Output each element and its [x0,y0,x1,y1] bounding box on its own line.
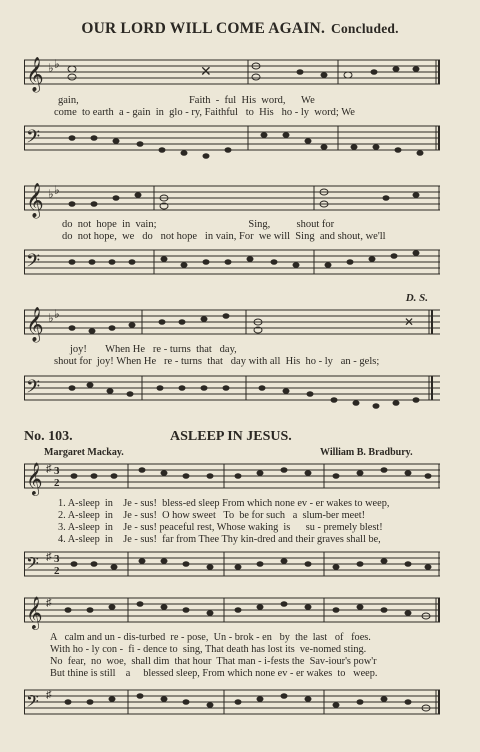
hymn-composer: William B. Bradbury. [320,447,413,458]
svg-text:𝄞: 𝄞 [26,464,43,495]
treble-staff-2 [24,178,440,222]
treble-staff-5 [24,592,440,632]
lyric-line: do not hope, we do not hope in vain, For we will Sing and shout, we'll [62,231,386,242]
hymn-title-concluded [0,20,480,38]
verse-3-line-2: No fear, no woe, shall dim that hour That man - i-fests the Sav-iour's pow'r [50,656,377,667]
svg-text:✕: ✕ [404,315,415,329]
bass-staff-1 [24,118,440,170]
svg-text:2: 2 [54,565,60,577]
svg-text:𝄞: 𝄞 [26,308,44,341]
svg-text:✕: ✕ [200,65,212,80]
svg-text:♯: ♯ [46,551,52,563]
svg-text:2: 2 [54,477,60,489]
svg-text:𝄢: 𝄢 [26,693,39,715]
svg-text:𝄞: 𝄞 [26,598,43,629]
bass-staff-3 [24,368,440,420]
verse-3-line-1: 3. A-sleep in Je - sus! peaceful rest, Whose waking is su - premely blest! [58,522,383,533]
svg-text:♭: ♭ [54,183,60,197]
hymn-title: ASLEEP IN JESUS. [170,429,292,444]
verse-4-line-1: 4. A-sleep in Je - sus! far from Thee Thy kin-dred and their graves shall be, [58,534,381,545]
verse-2-line-2: With ho - ly con - fi - dence to sing, That death has lost its ve-nomed sting. [50,644,367,655]
svg-text:𝄢: 𝄢 [26,376,41,401]
hymn-author: Margaret Mackay. [44,447,124,458]
svg-text:♯: ♯ [46,689,52,701]
verse-4-line-2: But thine is still a blessed sleep, From which none ev - er wakes to weep. [50,668,378,679]
svg-text:♭: ♭ [48,187,54,201]
svg-text:3: 3 [54,553,60,565]
svg-text:♯: ♯ [46,597,52,609]
bass-staff-2 [24,242,440,286]
lyric-line: come to earth a - gain in glo - ry, Faithful to His ho - ly word; We [54,107,355,118]
lyric-line: joy! When He re - turns that day, [70,344,237,355]
hymn-subtitle: Concluded. [331,21,399,36]
svg-text:♭: ♭ [54,307,60,321]
svg-text:♭: ♭ [48,311,54,325]
hymn-number: No. 103. [24,429,73,444]
bass-staff-4 [24,548,440,584]
svg-text:3: 3 [54,465,60,477]
lyric-line: shout for joy! When He re - turns that day with all His ho - ly an - gels; [54,356,380,367]
svg-text:♭: ♭ [54,57,60,71]
lyric-line: gain, Faith - ful His word, We [58,95,315,106]
treble-staff-1 [24,50,440,98]
verse-1-line-2: A calm and un - dis-turbed re - pose, Un - brok - en by the last of foes. [50,632,371,643]
svg-text:♯: ♯ [46,463,52,475]
svg-text:𝄞: 𝄞 [26,184,44,217]
dal-segno-mark: D. S. [405,292,428,304]
bass-staff-5 [24,684,440,724]
treble-staff-4 [24,458,440,498]
treble-staff-3 [24,302,440,346]
svg-text:𝄞: 𝄞 [26,58,44,91]
lyric-line: do not hope in vain; Sing, shout for [62,219,335,230]
verse-2-line-1: 2. A-sleep in Je - sus! O how sweet To be for such a slum-ber meet! [58,510,366,521]
svg-text:𝄢: 𝄢 [26,250,41,275]
svg-text:𝄢: 𝄢 [26,126,41,151]
svg-text:♭: ♭ [48,61,54,75]
svg-text:𝄢: 𝄢 [26,555,39,577]
verse-1-line-1: 1. A-sleep in Je - sus! bless-ed sleep From which none ev - er wakes to weep, [58,498,390,509]
hymn-title-text: OUR LORD WILL COME AGAIN. [81,20,326,37]
